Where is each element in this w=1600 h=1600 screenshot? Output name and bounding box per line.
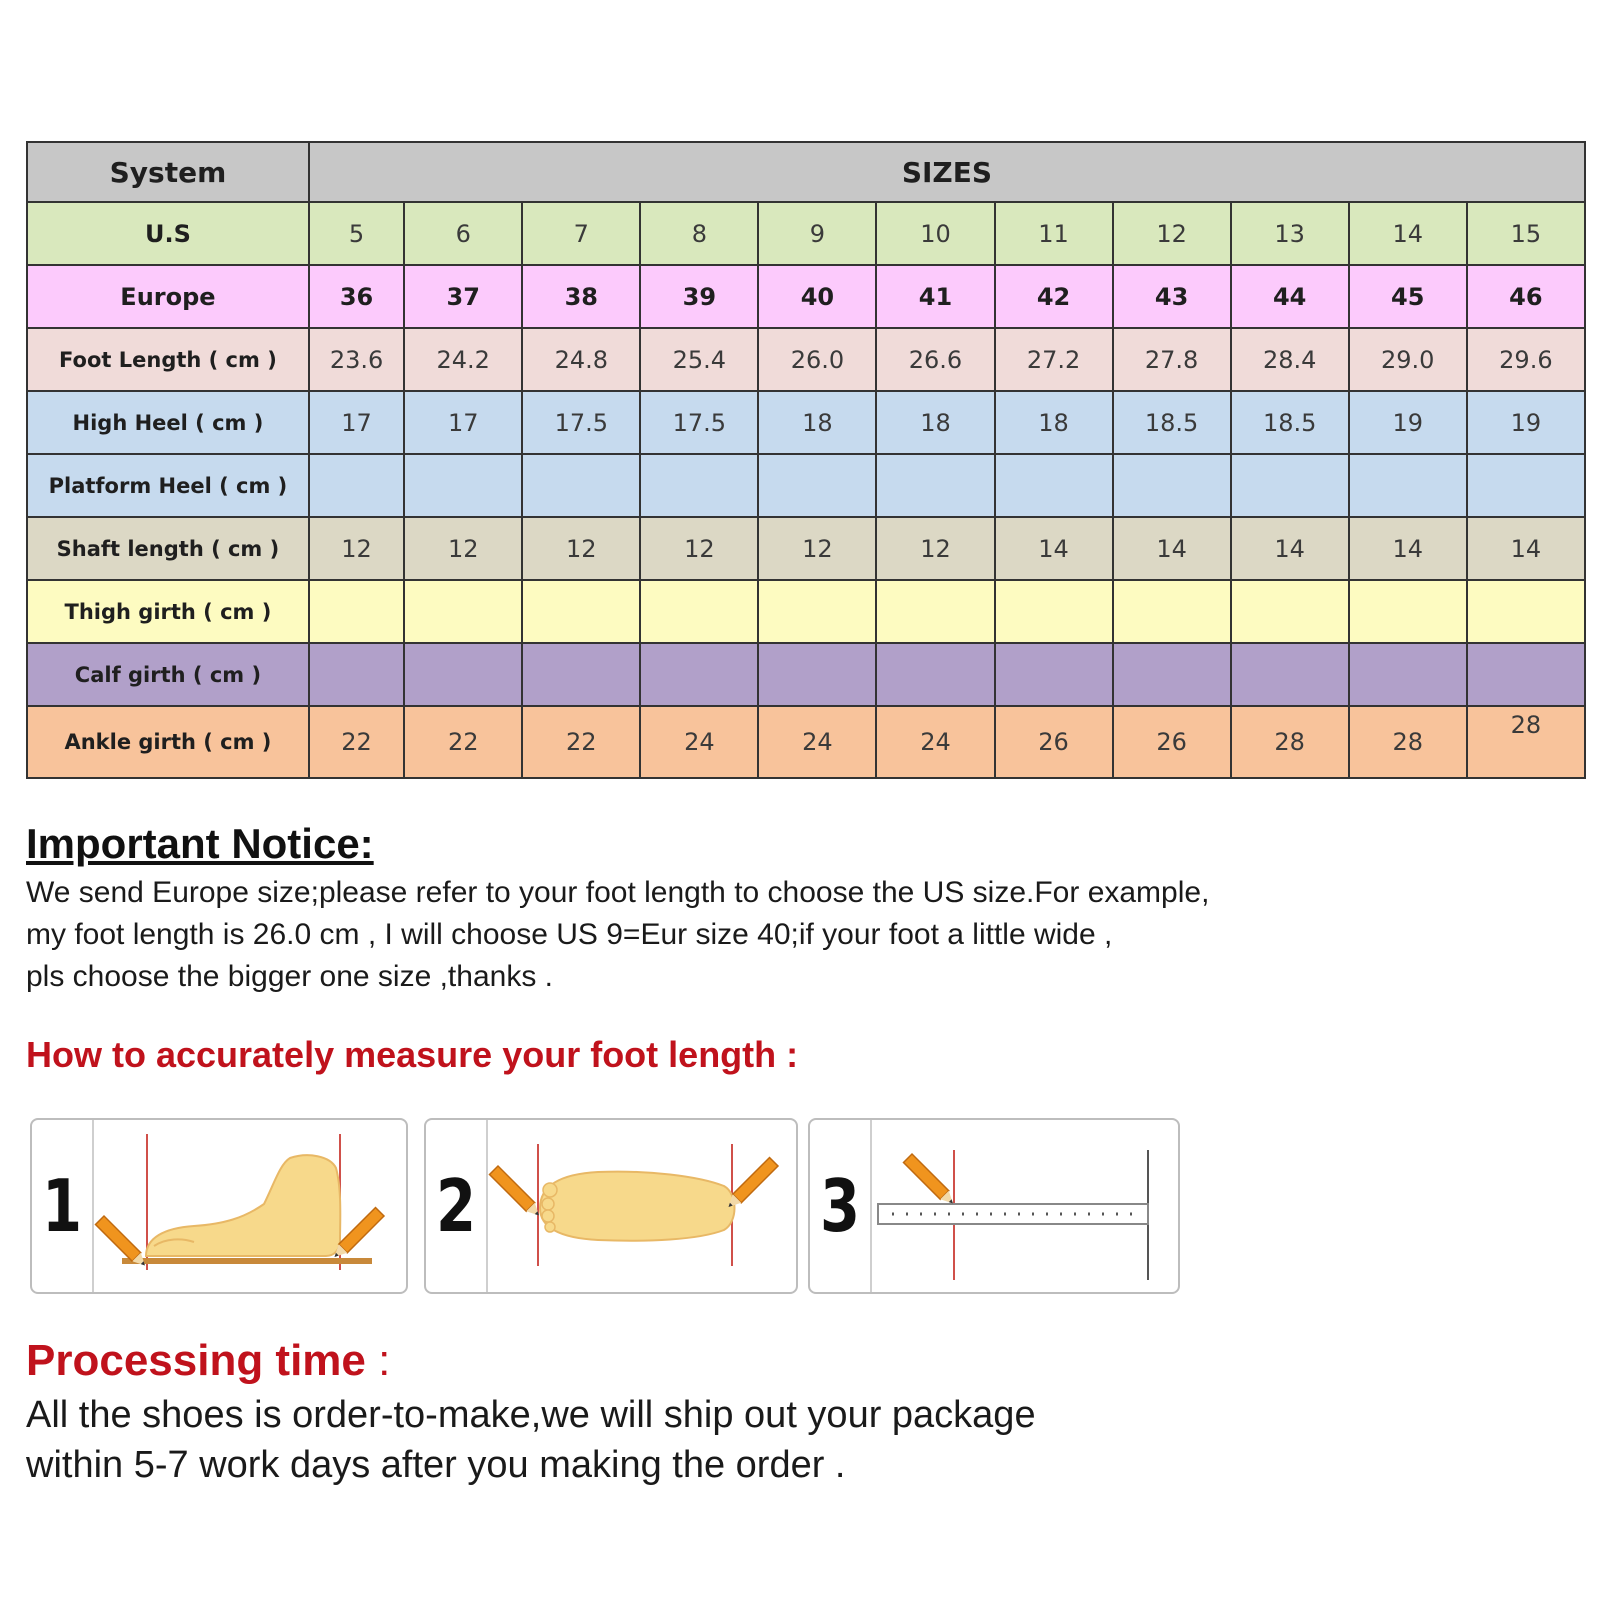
table-cell: 26 (995, 706, 1113, 778)
table-cell (876, 643, 994, 706)
table-cell (758, 454, 876, 517)
table-cell: 37 (404, 265, 522, 328)
table-cell: 13 (1231, 202, 1349, 265)
table-cell: 18.5 (1113, 391, 1231, 454)
table-cell: 14 (995, 517, 1113, 580)
table-cell: 28.4 (1231, 328, 1349, 391)
table-header-row (27, 142, 1585, 202)
table-cell (1349, 580, 1467, 643)
table-cell (1349, 643, 1467, 706)
table-cell (640, 580, 758, 643)
table-cell: 15 (1467, 202, 1585, 265)
table-cell: 42 (995, 265, 1113, 328)
table-cell: 14 (1349, 202, 1467, 265)
table-cell (522, 454, 640, 517)
table-cell (1231, 643, 1349, 706)
table-cell (522, 643, 640, 706)
table-cell: 24 (640, 706, 758, 778)
table-cell: 27.2 (995, 328, 1113, 391)
table-cell (404, 643, 522, 706)
table-cell (758, 580, 876, 643)
table-cell: 8 (640, 202, 758, 265)
table-cell: 24 (876, 706, 994, 778)
table-cell: 12 (758, 517, 876, 580)
table-cell: 12 (1113, 202, 1231, 265)
processing-time-heading (26, 1336, 390, 1386)
table-cell (309, 643, 404, 706)
table-cell (1231, 454, 1349, 517)
system-header: System (27, 142, 309, 202)
notice-line: my foot length is 26.0 cm , I will choose US 9=Eur size 40;if your foot a little wide , (26, 918, 1113, 951)
table-cell (995, 454, 1113, 517)
table-cell: 18 (995, 391, 1113, 454)
row-label: Shaft length ( cm ) (27, 517, 309, 580)
table-cell: 40 (758, 265, 876, 328)
table-cell: 46 (1467, 265, 1585, 328)
notice-line: pls choose the bigger one size ,thanks . (26, 960, 553, 993)
table-cell (404, 454, 522, 517)
us-size-row (27, 202, 1585, 265)
table-cell (1113, 643, 1231, 706)
row-label: U.S (27, 202, 309, 265)
processing-heading-colon: : (365, 1336, 391, 1385)
foot-side-view-icon (94, 1120, 402, 1292)
table-cell: 22 (404, 706, 522, 778)
table-cell (1113, 580, 1231, 643)
table-cell: 18 (758, 391, 876, 454)
row-label: Thigh girth ( cm ) (27, 580, 309, 643)
table-cell (640, 643, 758, 706)
row-label: Calf girth ( cm ) (27, 643, 309, 706)
row-label: High Heel ( cm ) (27, 391, 309, 454)
row-label: Platform Heel ( cm ) (27, 454, 309, 517)
row-label: Ankle girth ( cm ) (27, 706, 309, 778)
table-cell: 14 (1231, 517, 1349, 580)
ruler-measurement-icon (872, 1120, 1174, 1292)
table-cell (522, 580, 640, 643)
measure-heading: How to accurately measure your foot length : (26, 1034, 799, 1075)
table-cell: 14 (1113, 517, 1231, 580)
table-cell: 24.2 (404, 328, 522, 391)
table-cell: 28 (1349, 706, 1467, 778)
step-number: 3 (819, 1164, 861, 1248)
row-label: Foot Length ( cm ) (27, 328, 309, 391)
table-cell: 19 (1349, 391, 1467, 454)
table-cell (1467, 580, 1585, 643)
shaft-length-row (27, 517, 1585, 580)
table-cell: 18 (876, 391, 994, 454)
table-cell: 24.8 (522, 328, 640, 391)
table-cell (309, 580, 404, 643)
measure-step-1 (30, 1118, 408, 1294)
processing-time-text (26, 1390, 1036, 1490)
table-cell: 12 (522, 517, 640, 580)
table-cell: 38 (522, 265, 640, 328)
ankle-girth-row (27, 706, 1585, 778)
table-cell: 26.0 (758, 328, 876, 391)
table-cell (309, 454, 404, 517)
table-cell (876, 580, 994, 643)
notice-line: We send Europe size;please refer to your foot length to choose the US size.For example, (26, 876, 1210, 909)
platform-heel-row (27, 454, 1585, 517)
foot-top-view-icon (488, 1120, 792, 1292)
table-cell: 39 (640, 265, 758, 328)
table-cell: 26 (1113, 706, 1231, 778)
table-cell (1467, 643, 1585, 706)
table-cell: 19 (1467, 391, 1585, 454)
table-cell: 12 (404, 517, 522, 580)
table-cell: 28 (1231, 706, 1349, 778)
table-cell: 14 (1467, 517, 1585, 580)
table-cell: 17.5 (522, 391, 640, 454)
thigh-girth-row (27, 580, 1585, 643)
table-cell: 11 (995, 202, 1113, 265)
table-cell: 28 (1467, 706, 1585, 778)
table-cell: 43 (1113, 265, 1231, 328)
table-cell: 10 (876, 202, 994, 265)
table-cell (1467, 454, 1585, 517)
processing-line: All the shoes is order-to-make,we will ship out your package (26, 1394, 1036, 1436)
table-cell: 22 (522, 706, 640, 778)
table-cell: 14 (1349, 517, 1467, 580)
important-notice-heading: Important Notice: (26, 820, 374, 867)
processing-heading-text: Processing time (26, 1336, 366, 1385)
step-number: 2 (435, 1164, 477, 1248)
table-cell: 17 (309, 391, 404, 454)
processing-line: within 5-7 work days after you making the order . (26, 1444, 846, 1486)
table-cell: 27.8 (1113, 328, 1231, 391)
table-cell (995, 643, 1113, 706)
table-cell: 18.5 (1231, 391, 1349, 454)
table-cell: 45 (1349, 265, 1467, 328)
important-notice-text (26, 872, 1426, 998)
size-chart-table (26, 141, 1586, 779)
table-cell: 44 (1231, 265, 1349, 328)
row-label: Europe (27, 265, 309, 328)
sizes-header: SIZES (309, 142, 1585, 202)
table-cell: 12 (309, 517, 404, 580)
table-cell (1349, 454, 1467, 517)
table-cell: 26.6 (876, 328, 994, 391)
table-cell: 23.6 (309, 328, 404, 391)
table-cell (758, 643, 876, 706)
table-cell: 36 (309, 265, 404, 328)
table-cell: 29.6 (1467, 328, 1585, 391)
foot-length-row (27, 328, 1585, 391)
table-cell: 22 (309, 706, 404, 778)
table-cell: 25.4 (640, 328, 758, 391)
table-cell: 17 (404, 391, 522, 454)
table-cell: 12 (640, 517, 758, 580)
table-cell (404, 580, 522, 643)
high-heel-row (27, 391, 1585, 454)
measure-step-2 (424, 1118, 798, 1294)
table-cell: 29.0 (1349, 328, 1467, 391)
table-cell: 12 (876, 517, 994, 580)
table-cell: 5 (309, 202, 404, 265)
table-cell: 41 (876, 265, 994, 328)
table-cell: 6 (404, 202, 522, 265)
table-cell: 7 (522, 202, 640, 265)
table-cell (995, 580, 1113, 643)
europe-size-row (27, 265, 1585, 328)
calf-girth-row (27, 643, 1585, 706)
table-cell (876, 454, 994, 517)
table-cell (640, 454, 758, 517)
measure-step-3 (808, 1118, 1180, 1294)
table-cell: 9 (758, 202, 876, 265)
table-cell: 17.5 (640, 391, 758, 454)
table-cell (1231, 580, 1349, 643)
table-cell (1113, 454, 1231, 517)
step-number: 1 (41, 1164, 83, 1248)
table-cell: 24 (758, 706, 876, 778)
